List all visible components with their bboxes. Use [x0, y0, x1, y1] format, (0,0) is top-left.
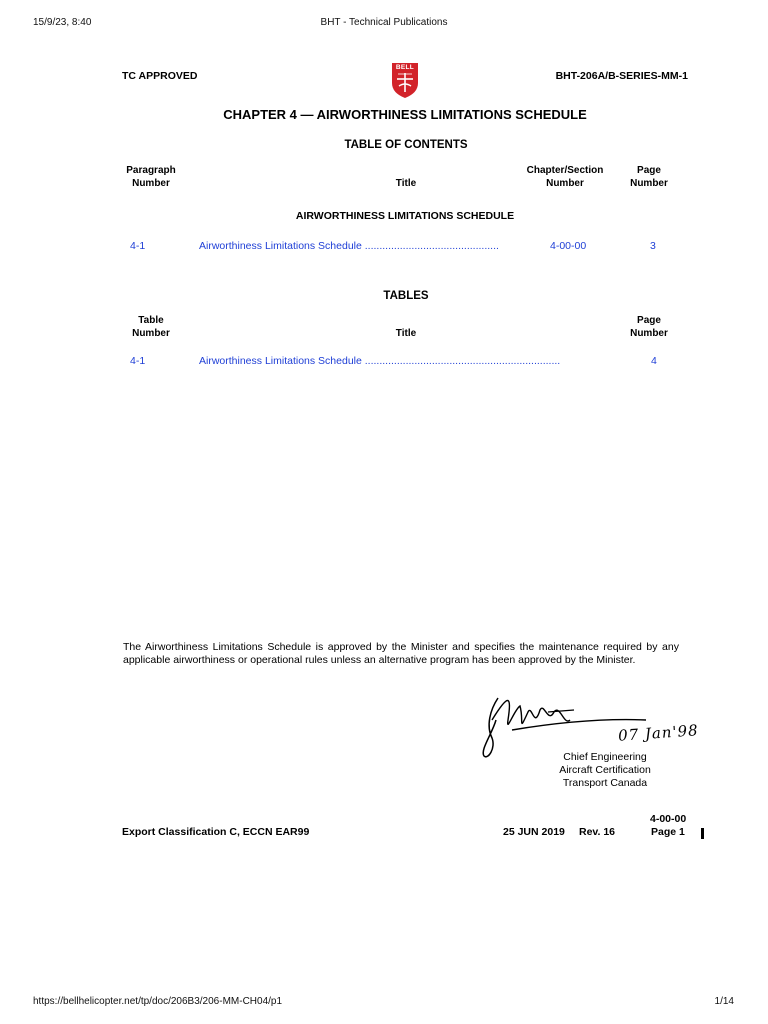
footer-revision: Rev. 16	[579, 826, 615, 838]
toc-col-title: Title	[395, 178, 417, 189]
tables-col-page-number: Page Number	[630, 315, 668, 339]
footer-export-classification: Export Classification C, ECCN EAR99	[122, 826, 310, 838]
print-page-count: 1/14	[714, 996, 734, 1007]
change-bar	[701, 828, 704, 839]
bell-logo-text: BELL	[395, 64, 415, 71]
signatory-title	[530, 751, 680, 790]
toc-col-paragraph-number: Paragraph Number	[126, 165, 176, 189]
tc-approved-label: TC APPROVED	[122, 70, 198, 82]
bell-logo	[390, 59, 420, 99]
tables-entry-page[interactable]: 4	[651, 355, 657, 367]
toc-section-heading: AIRWORTHINESS LIMITATIONS SCHEDULE	[295, 210, 515, 222]
footer-date: 25 JUN 2019	[503, 826, 565, 838]
document-number: BHT-206A/B-SERIES-MM-1	[555, 70, 688, 82]
chapter-title: CHAPTER 4 — AIRWORTHINESS LIMITATIONS SCHEDULE	[223, 107, 587, 122]
print-page-title: BHT - Technical Publications	[320, 17, 448, 28]
toc-entry-title[interactable]: Airworthiness Limitations Schedule ..............................................	[199, 240, 499, 252]
footer-page-number: Page 1	[651, 826, 685, 838]
signatory-line-3: Transport Canada	[562, 777, 648, 789]
toc-heading: TABLE OF CONTENTS	[344, 139, 468, 151]
approval-statement: The Airworthiness Limitations Schedule is approved by the Minister and specifies the maintenance required by any applicable airworthiness or operational rules unless an alternative program has been approved by the Minister.	[123, 641, 679, 666]
tables-entry-number[interactable]: 4-1	[130, 355, 146, 367]
tables-entry[interactable]	[0, 355, 768, 369]
toc-entry-number[interactable]: 4-1	[130, 240, 146, 252]
toc-col-page-number: Page Number	[630, 165, 668, 189]
toc-entry[interactable]	[0, 240, 768, 254]
print-datetime: 15/9/23, 8:40	[33, 17, 92, 28]
signatory-line-1: Chief Engineering	[563, 751, 647, 763]
signatory-line-2: Aircraft Certification	[559, 764, 651, 776]
print-url: https://bellhelicopter.net/tp/doc/206B3/206-MM-CH04/p1	[33, 996, 283, 1007]
signature-date: 07 Jan'98	[617, 721, 700, 745]
footer-section-number: 4-00-00	[650, 813, 687, 825]
tables-heading: TABLES	[383, 290, 429, 302]
toc-entry-page[interactable]: 3	[650, 240, 656, 252]
tables-entry-title[interactable]: Airworthiness Limitations Schedule ...................................................................	[199, 355, 561, 367]
tables-col-title: Title	[395, 328, 417, 339]
tables-col-table-number: Table Number	[132, 315, 170, 339]
toc-col-chapter-section: Chapter/Section Number	[526, 165, 604, 189]
toc-entry-chapter-section[interactable]: 4-00-00	[550, 240, 587, 252]
